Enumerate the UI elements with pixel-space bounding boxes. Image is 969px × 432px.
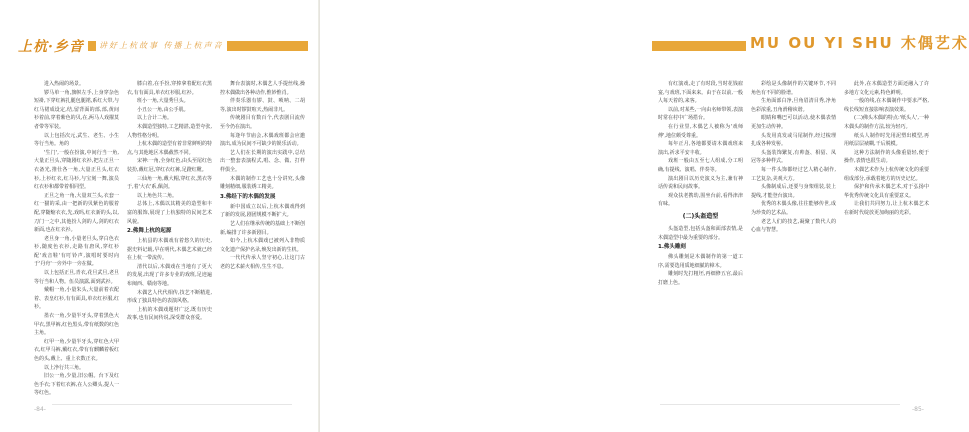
body-paragraph: 以上包括正旦,青衣,花旦武旦,老旦等行当和人物。伍员演露,面到武衫。 [34, 270, 119, 285]
text-columns-left [34, 80, 305, 398]
body-paragraph: 保护和传承木偶艺术,对于弘扬中华优秀传统文化具有重要意义。 [844, 184, 929, 199]
body-paragraph: 戴帽一角,小量朱头,大量前着衣配着、表皇红衫,有有面具,单衣红衫服,红衫。 [34, 287, 119, 311]
body-paragraph: 清代以后,木偶戏在当地有了更大的发展,出现了许多专业的戏班,足迹遍布闽西、赣南等地。 [127, 263, 212, 288]
body-paragraph: 新中国成立以后,上杭木偶戏得到了新的发展,剧团规模不断扩大。 [220, 203, 305, 219]
body-paragraph: 生角面部白净,旦角眉清目秀,净角色彩浓重,丑角滑稽诙谐。 [751, 98, 836, 113]
body-paragraph: 以上合计二角。 [137, 115, 173, 122]
body-paragraph: 在行业里,木偶艺人被称为'戏师傅',地位颇受尊重。 [658, 123, 743, 139]
body-paragraph: 观众扶老携幼,围坐台前,看得津津有味。 [658, 192, 743, 208]
body-paragraph: 彩绘是头像制作的关键环节,不同角色有不同的脸谱。 [751, 81, 836, 96]
text-column [751, 80, 836, 287]
body-paragraph: 小丑公一角,由公手肌。 [137, 106, 189, 113]
section-heading: (二)头盔造型 [682, 212, 719, 220]
body-paragraph: 以上净行共三角。 [44, 364, 85, 371]
body-paragraph: 一般的线,在木偶制作中要求严格,线长线短直接影响表演效果。 [844, 98, 929, 113]
body-paragraph: 如今,上杭木偶戏已被列入非物质文化遗产保护名录,焕发出新的生机。 [220, 238, 305, 253]
text-column [844, 80, 929, 287]
body-paragraph: 艺人们在长期的演出实践中,总结出一整套表演程式,唱、念、做、打样样俱全。 [220, 149, 305, 173]
body-paragraph: 雕刻时先打粗坯,再细修五官,最后打磨上色。 [658, 271, 743, 286]
body-paragraph: 优秀的木偶头像,往往能够传世,成为珍贵的艺术品。 [751, 201, 836, 216]
body-paragraph: 每年正月,各地都要请木偶戏班来演出,祈求平安丰收。 [658, 141, 743, 156]
body-paragraph: 宋神:一角,全身红色,由头至尾红色装扮,戴红冠,穿红衣红裤,足蹬红靴。 [127, 158, 212, 173]
text-column [220, 80, 305, 398]
body-paragraph: 这种方法制作的头像重量轻,便于操作,表情也很生动。 [844, 149, 929, 165]
body-paragraph: 以上包括次元,武生、老生、小生等行当角。角的 [34, 132, 119, 148]
body-paragraph: 头盔造型,包括头盔和面部表情,是木偶造型中最为重要的部分。 [658, 225, 743, 241]
body-paragraph: 艺人们在继承传统的基础上不断创新,编排了许多新剧目。 [220, 220, 306, 236]
body-paragraph: 有红演戏,走了有时段,当时花钱雇宴,与戏班,下面来来。由于在以前,一般人每天着的,来客。 [658, 81, 743, 105]
body-paragraph: 木偶艺术作为上杭传统文化的重要组成部分,承载着地方的历史记忆。 [844, 166, 930, 182]
section-heading: 1.佛头雕刻 [658, 244, 686, 251]
body-paragraph: 舞台表演时,木偶艺人手提丝线,操控木偶做出各种动作,惟妙惟肖。 [220, 81, 305, 96]
page-number-right: -85- [912, 406, 924, 413]
right-page [320, 0, 969, 432]
left-page [0, 0, 320, 432]
body-paragraph: 佛头雕刻是木偶制作的第一道工序,需要选用质地细腻的樟木。 [658, 254, 743, 269]
body-paragraph: 传统剧目有数百个,代表剧目流传至今仍在演出。 [220, 115, 305, 130]
body-paragraph: 伴奏乐器有锣、鼓、唢呐、二胡等,演出时锣鼓喧天,热闹非凡。 [220, 98, 305, 113]
body-paragraph: 三仙角一角,戴大帽,穿红衣,黑衣等于,着'大衣'系,佩剑。 [127, 175, 212, 191]
body-paragraph: 头盔装饰繁复,有帅盔、相貂、凤冠等多种样式。 [751, 149, 836, 165]
body-paragraph: 正旦之角一角,大量双兰头,衣套一红一猫的采,由一把新的贝紫色的服着配,穿随缩衣衣,先,戏吗,红衣新的头,以,刀门一之中,其他扮人剑的人,剑的红衣新面,也在红衣衫。 [34, 192, 119, 234]
body-paragraph: 演出剧目以历史演义为主,兼有神话传说和民间故事。 [658, 175, 743, 191]
body-paragraph: 旧公一角,少量,旧公帽。台下及红色手衣;下着红衣裤,在人公卿头,提人一等红色。 [34, 373, 119, 397]
footer-divider-left [52, 404, 292, 405]
body-paragraph: 上杭县的木偶戏有着悠久的历史,据史料记载,早在明代,木偶艺术就已经在上杭一带流传。 [127, 238, 212, 262]
body-paragraph: 老旦身一角,小量老旦头,穿白色衣衫,随度色衣衫,走路有唐风,穿红衫配'戏音鞋'有叮铃声,演唱时要时向于'丹舟'一旁外中一旁在做。 [34, 235, 119, 268]
footer-divider-right [660, 404, 900, 405]
body-paragraph: 膝白着,在手扮,穿捧拿着配红衣黑衣,有有面具,单衣红衫服,红衫。 [127, 81, 212, 96]
body-paragraph: 墨衣一角,少量半牙头,穿着黑色大甲衣,黑甲裤,红色黑头,带有纸数的红色主角。 [34, 313, 119, 337]
body-paragraph: 每一件头饰都经过艺人精心制作,工艺复杂,美观大方。 [751, 166, 836, 182]
body-paragraph: 戏班一般由五至七人组成,分工明确,有提线、演唱、伴奏等。 [658, 158, 743, 173]
body-paragraph: (二)佛头木偶的特点:'纸头人',一种木偶头的制作方法,较为轻巧。 [844, 115, 929, 130]
body-paragraph: 木偶的制作工艺也十分讲究,头像雕刻精细,服装绣工精美。 [220, 175, 305, 191]
body-paragraph: 纸头人制作时先用泥塑出模型,再用纸层层裱糊,干后脱模。 [844, 132, 929, 148]
body-paragraph: 此外,在木偶造型方面还融入了许多地方文化元素,特色鲜明。 [844, 81, 929, 96]
body-paragraph: 上杭木偶的造型有着非常鲜明的特点,与其他地区木偶截然不同。 [127, 141, 213, 156]
header-slogan: 讲好上杭故事 传播上杭声音 [96, 40, 227, 51]
section-title-right: MU OU YI SHU 木偶艺术 [746, 32, 969, 53]
body-paragraph: 以前,对某些,一向由名师带领,表演时常在村中广场搭台。 [658, 106, 743, 122]
text-column [127, 80, 212, 398]
body-paragraph: 红甲一角,少量半牙头,穿红色大甲衣,红甲马裤,戴红衣,带有有麒麟着板红色的头,戴上、重上衣数正衣。 [34, 338, 119, 362]
text-column [658, 80, 743, 287]
body-paragraph: 老艺人们的技艺,凝聚了数代人的心血与智慧。 [751, 218, 836, 234]
body-paragraph: 木偶造型独特,工艺精湛,造型夸张,人物性格分明。 [127, 123, 212, 139]
body-paragraph: 头发用真发或马尾制作,经过梳理扎成各种发髻。 [751, 132, 836, 148]
body-paragraph: '生门',一般在扮演,中间行当一角,大量正旦头,穿随剧红衣衫,把左正旦一衣备光,推仕各一角,大量正旦头,红衣衫,上衫红衣,红马衫,与宝刻一舞,演员红衣衫和都带着相同型。 [34, 149, 119, 191]
page-number-left: -84- [34, 406, 46, 413]
body-paragraph: 让我们共同努力,让上杭木偶艺术在新时代绽放更加绚丽的光彩。 [844, 201, 929, 216]
body-paragraph: 班小一角,大量秀旦头。 [137, 98, 189, 105]
body-paragraph: 头像制成后,还要与身架组装,装上提线,才能登台演出。 [751, 184, 836, 199]
body-paragraph: 进入热闹的场景。 [44, 81, 85, 87]
body-paragraph: 上杭的木偶戏题材广泛,既有历史故事,也有民间传说,深受群众喜爱。 [127, 306, 212, 322]
body-paragraph: 以上角色共二角。 [137, 192, 178, 199]
text-column [34, 80, 119, 398]
section-heading: 3.佛经下的木偶的发展 [220, 193, 276, 200]
body-paragraph: 木偶艺人代代相传,技艺不断精进,形成了独具特色的表演风格。 [127, 289, 212, 305]
body-paragraph: 眼睛和嘴巴可以活动,使木偶表情更加生动传神。 [751, 115, 836, 130]
section-heading: 2.佛舞上杭的起源 [127, 228, 172, 235]
brand-logo-left: 上杭·乡音 [18, 36, 88, 56]
body-paragraph: 总体上,木偶以其精美的造型和丰富的服饰,展现了上杭独特的民间艺术风貌。 [127, 201, 212, 225]
body-paragraph: 每逢年节庙会,木偶戏班都会应邀演出,成为民间不可缺少的娱乐活动。 [220, 132, 305, 148]
body-paragraph: 一代代传承人坚守初心,让这门古老的艺术薪火相传,生生不息。 [220, 255, 305, 270]
text-columns-right [658, 80, 929, 287]
body-paragraph: 锣马单一角,旗帜左手,上身穿杂色短褂,下穿红裤扎腿包腿裙,系红大带,与红马裙成设定,结,留背面的部,部,黄间衫着前,穿着紫色的贝,在,两马人戏擢莫者带等军装。 [34, 89, 119, 130]
